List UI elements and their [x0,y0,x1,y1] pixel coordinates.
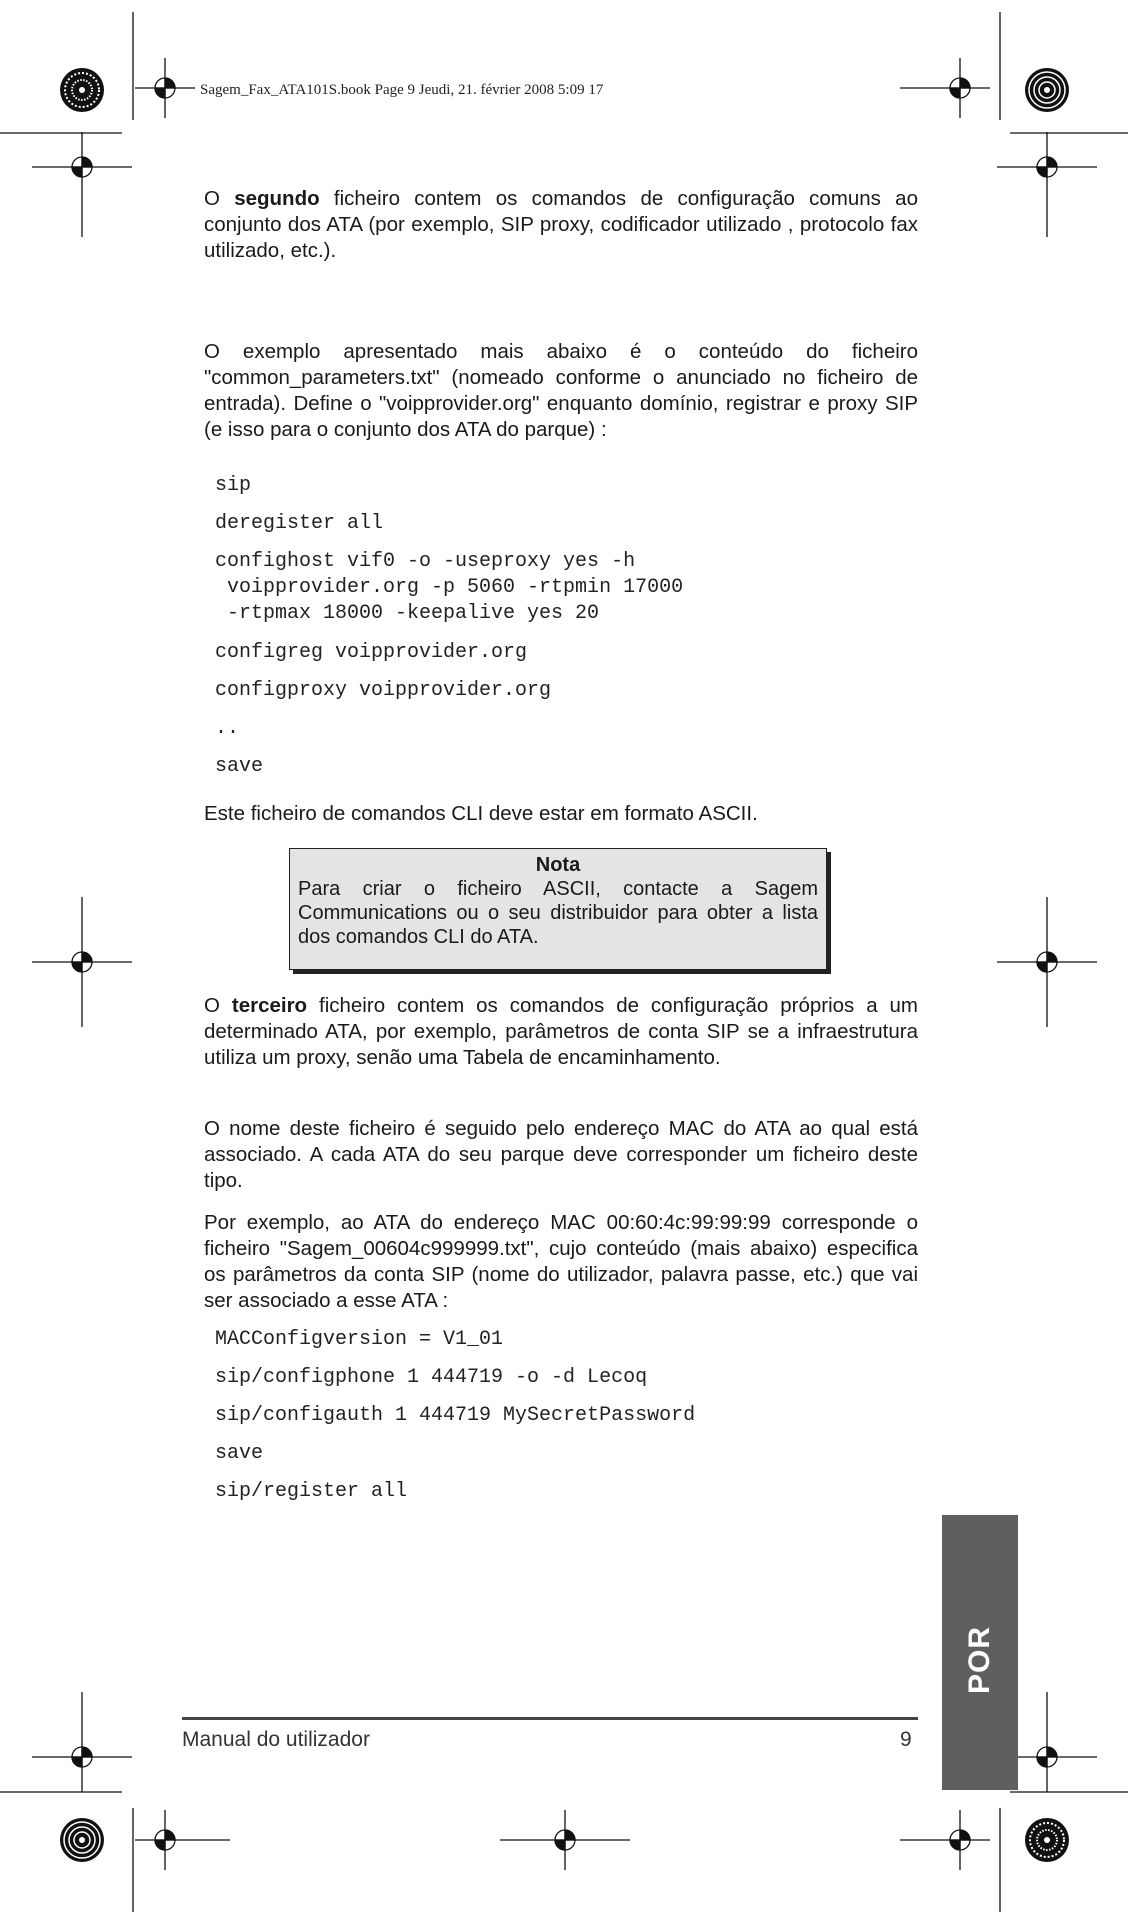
code-line: -rtpmax 18000 -keepalive yes 20 [215,602,600,625]
note-box [289,848,827,970]
paragraph-example-intro: O exemplo apresentado mais abaixo é o conteúdo do ficheiro "common_parameters.txt" (nomeado conforme o anunciado no ficheiro de entrada). Define o "voipprovider.org" enquanto domínio, registrar e proxy SIP (e isso para o conjunto dos ATA do parque) : [204,340,918,441]
bold-segundo: segundo [234,187,320,210]
note-body: Para criar o ficheiro ASCII, contacte a Sagem Communications ou o seu distribuidor para obter a lista dos comandos CLI do ATA. [298,878,818,948]
book-header: Sagem_Fax_ATA101S.book Page 9 Jeudi, 21. février 2008 5:09 17 [200,82,604,98]
code-line: configproxy voipprovider.org [215,679,552,702]
page-number: 9 [900,1728,912,1751]
code-line: MACConfigversion = V1_01 [215,1328,504,1351]
paragraph-third-file: O terceiro ficheiro contem os comandos de configuração próprios a um determinado ATA, por exemplo, parâmetros de conta SIP se a infraestrutura utiliza um proxy, senão uma Tabela de encaminhamento. [204,994,918,1069]
note-title: Nota [535,854,581,876]
code-line: save [215,755,264,778]
bold-terceiro: terceiro [231,994,308,1017]
code-line: configreg voipprovider.org [215,641,528,664]
footer-title: Manual do utilizador [182,1728,370,1751]
code-line: save [215,1442,264,1465]
code-line: deregister all [215,512,384,535]
language-tab-label: POR [963,1626,996,1695]
paragraph-second-file: O segundo ficheiro contem os comandos de configuração comuns ao conjunto dos ATA (por exemplo, SIP proxy, codificador utilizado , protocolo fax utilizado, etc.). [204,187,918,262]
paragraph-mac-example: Por exemplo, ao ATA do endereço MAC 00:60:4c:99:99:99 corresponde o ficheiro "Sagem_00604c999999.txt", cujo conteúdo (mais abaixo) especifica os parâmetros da conta SIP (nome do utilizador, palavra passe, etc.) que vai ser associado a esse ATA : [204,1211,918,1312]
code-line: voipprovider.org -p 5060 -rtpmin 17000 [215,576,684,599]
code-line: .. [215,717,240,740]
code-line: sip/configphone 1 444719 -o -d Lecoq [215,1366,648,1389]
language-tab [942,1515,1018,1790]
code-line: sip [215,474,252,497]
code-line: confighost vif0 -o -useproxy yes -h [215,550,636,573]
footer-rule [182,1717,918,1720]
paragraph-ascii-format: Este ficheiro de comandos CLI deve estar em formato ASCII. [204,802,758,825]
code-line: sip/configauth 1 444719 MySecretPassword [215,1404,696,1427]
paragraph-file-naming: O nome deste ficheiro é seguido pelo endereço MAC do ATA ao qual está associado. A cada ATA do seu parque deve corresponder um ficheiro deste tipo. [204,1117,918,1192]
code-line: sip/register all [215,1480,408,1503]
